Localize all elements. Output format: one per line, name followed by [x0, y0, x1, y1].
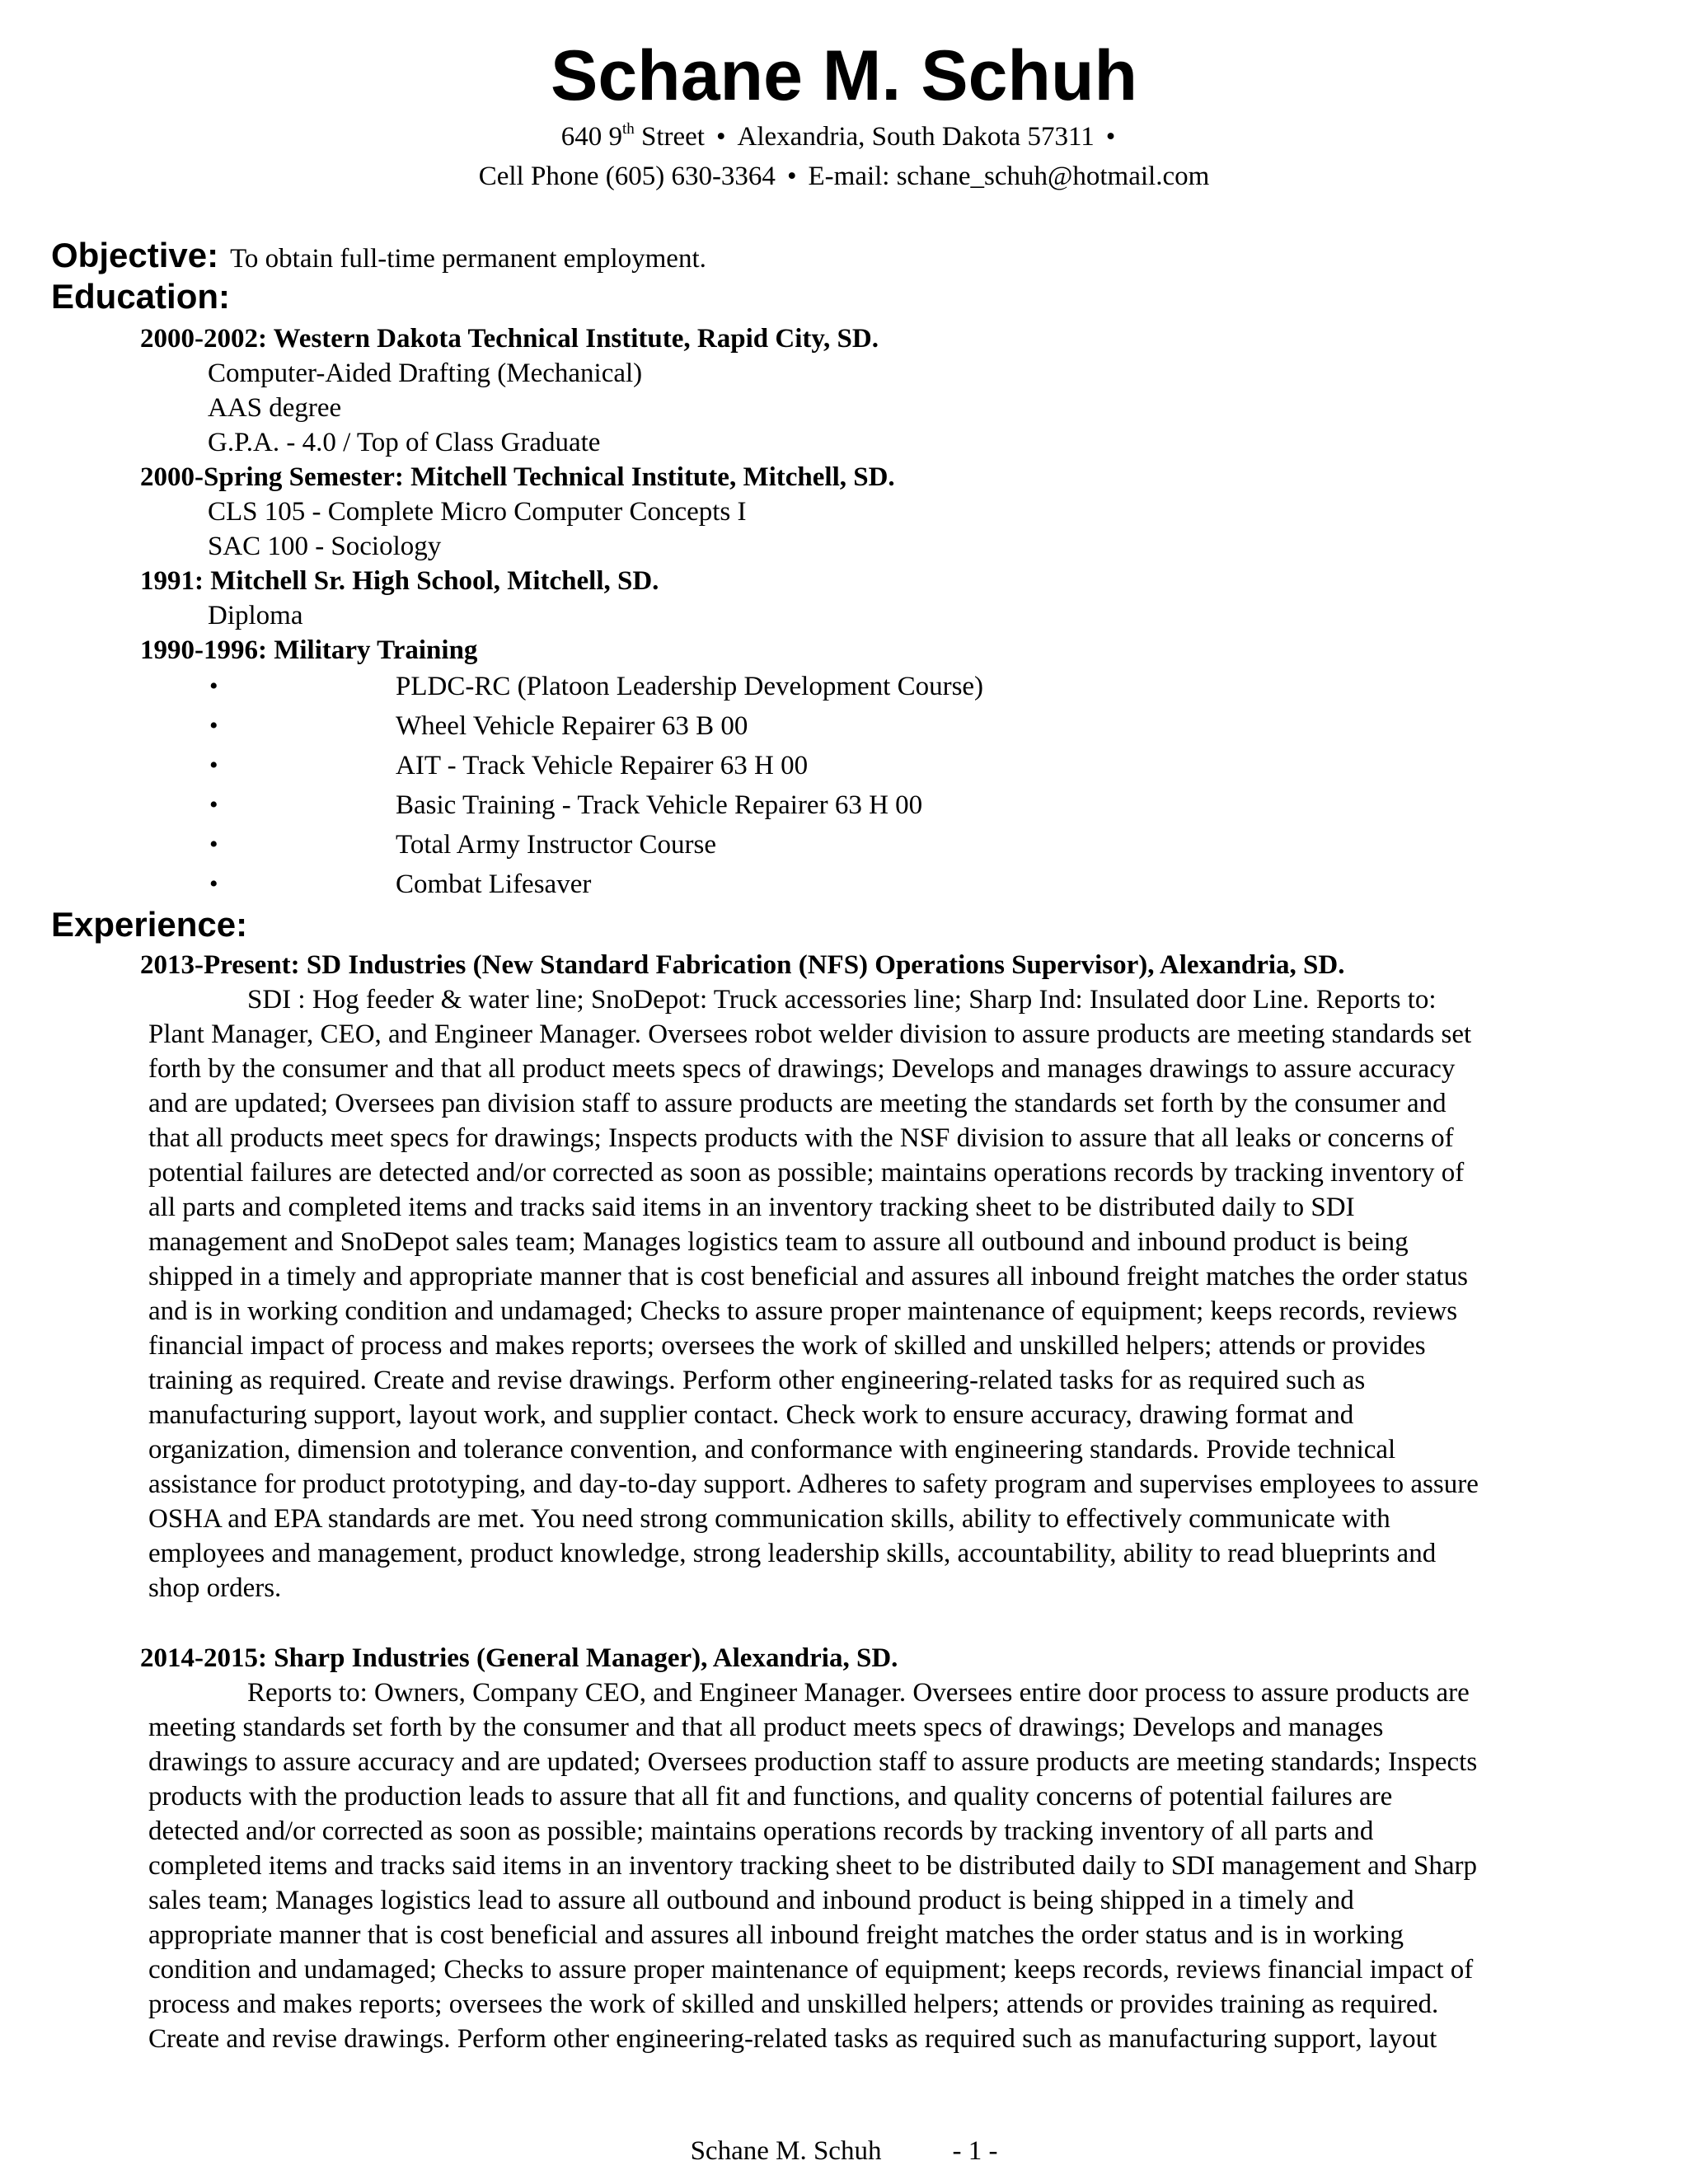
job-description-line: that all products meet specs for drawings; Inspects products with the NSF division to assure that all leaks or concerns of [148, 1123, 1454, 1153]
job-description-line: management and SnoDepot sales team; Manages logistics team to assure all outbound and inbound product is being [148, 1227, 1409, 1257]
job-description-line: Plant Manager, CEO, and Engineer Manager. Oversees robot welder division to assure products are meeting standards set [148, 1019, 1472, 1049]
city-state-zip: Alexandria, South Dakota 57311 [737, 122, 1095, 152]
job-description-line: potential failures are detected and/or corrected as soon as possible; maintains operations records by tracking inventory of [148, 1158, 1465, 1188]
objective-text: To obtain full-time permanent employment. [230, 244, 706, 274]
job-description-line: shop orders. [148, 1573, 282, 1603]
education-detail: Diploma [208, 601, 303, 630]
resume-name: Schane M. Schuh [550, 36, 1138, 115]
education-entry-title: 2000-2002: Western Dakota Technical Institute, Rapid City, SD. [140, 324, 879, 354]
job-description-line: organization, dimension and tolerance convention, and conformance with engineering standards. Provide technical [148, 1435, 1396, 1465]
education-entry-title: 2000-Spring Semester: Mitchell Technical Institute, Mitchell, SD. [140, 462, 895, 492]
list-item: Basic Training - Track Vehicle Repairer 63 H 00 [396, 790, 923, 820]
education-detail: CLS 105 - Complete Micro Computer Concepts I [208, 497, 747, 527]
separator-bullet: • [786, 162, 797, 191]
job-description-line: assistance for product prototyping, and day-to-day support. Adheres to safety program and supervises employees to assure [148, 1469, 1479, 1499]
street-name: Street [634, 122, 705, 152]
education-detail: Computer-Aided Drafting (Mechanical) [208, 359, 643, 388]
job-description-line: forth by the consumer and that all product meets specs of drawings; Develops and manages drawings to assure accuracy [148, 1054, 1456, 1084]
education-entry-title: 1991: Mitchell Sr. High School, Mitchell, SD. [140, 566, 659, 596]
job-title: 2014-2015: Sharp Industries (General Manager), Alexandria, SD. [140, 1643, 898, 1673]
address-line [0, 120, 1688, 153]
list-item: Combat Lifesaver [396, 869, 592, 899]
job-description-line: meeting standards set forth by the consumer and that all product meets specs of drawings; Develops and manages [148, 1713, 1384, 1742]
bullet-marker: • [209, 712, 218, 739]
phone: Cell Phone (605) 630-3364 [478, 162, 776, 191]
job-description-line: detected and/or corrected as soon as possible; maintains operations records by tracking inventory of all parts and [148, 1816, 1374, 1846]
education-detail: SAC 100 - Sociology [208, 532, 442, 561]
objective-heading: Objective: [51, 236, 219, 274]
job-description-line: drawings to assure accuracy and are updated; Oversees production staff to assure products are meeting standards; Inspects [148, 1747, 1478, 1777]
page-number: - 1 - [952, 2136, 998, 2166]
bullet-marker: • [209, 831, 218, 858]
objective-section [51, 236, 706, 279]
separator-bullet: • [715, 122, 726, 152]
contact-line [0, 160, 1688, 193]
list-item: Total Army Instructor Course [396, 830, 717, 860]
job-description-line: and is in working condition and undamaged; Checks to assure proper maintenance of equipment; keeps records, reviews [148, 1296, 1458, 1326]
bullet-marker: • [209, 752, 218, 779]
job-description-line: OSHA and EPA standards are met. You need strong communication skills, ability to effectively communicate with [148, 1504, 1390, 1534]
bullet-marker: • [209, 870, 218, 898]
job-description-line: Create and revise drawings. Perform other engineering-related tasks as required such as manufacturing support, layout [148, 2024, 1437, 2054]
job-description-line: manufacturing support, layout work, and supplier contact. Check work to ensure accuracy, drawing format and [148, 1400, 1354, 1430]
education-detail: AAS degree [208, 393, 342, 423]
education-heading: Education: [51, 277, 230, 316]
list-item: PLDC-RC (Platoon Leadership Development Course) [396, 672, 984, 701]
job-description-line: training as required. Create and revise drawings. Perform other engineering-related tasks for as required such as [148, 1366, 1366, 1395]
job-description-line: sales team; Manages logistics lead to assure all outbound and inbound product is being shipped in a timely and [148, 1886, 1354, 1915]
street-ordinal: th [621, 120, 635, 138]
bullet-marker: • [209, 673, 218, 700]
page-footer [0, 2135, 1688, 2168]
experience-heading: Experience: [51, 905, 248, 944]
job-description-line: products with the production leads to assure that all fit and functions, and quality concerns of potential failures are [148, 1782, 1393, 1811]
bullet-marker: • [209, 791, 218, 818]
education-detail: G.P.A. - 4.0 / Top of Class Graduate [208, 428, 601, 457]
street-number: 640 9 [560, 122, 622, 152]
job-description-line: employees and management, product knowledge, strong leadership skills, accountability, ability to read blueprints and [148, 1539, 1437, 1568]
job-description-line: Reports to: Owners, Company CEO, and Engineer Manager. Oversees entire door process to assure products are [247, 1678, 1470, 1708]
list-item: Wheel Vehicle Repairer 63 B 00 [396, 711, 748, 741]
education-entry-title: 1990-1996: Military Training [140, 635, 478, 665]
email: E-mail: schane_schuh@hotmail.com [808, 162, 1210, 191]
job-description-line: completed items and tracks said items in an inventory tracking sheet to be distributed daily to SDI management and Sharp [148, 1851, 1478, 1881]
job-description-line: SDI : Hog feeder & water line; SnoDepot: Truck accessories line; Sharp Ind: Insulated door Line. Reports to: [247, 985, 1437, 1015]
job-description-line: shipped in a timely and appropriate manner that is cost beneficial and assures all inbound freight matches the order status [148, 1262, 1468, 1291]
job-description-line: and are updated; Oversees pan division staff to assure products are meeting the standards set forth by the consumer and [148, 1089, 1447, 1118]
list-item: AIT - Track Vehicle Repairer 63 H 00 [396, 751, 809, 780]
job-description-line: financial impact of process and makes reports; oversees the work of skilled and unskilled helpers; attends or provides [148, 1331, 1426, 1361]
separator-bullet: • [1105, 122, 1116, 152]
footer-name: Schane M. Schuh [690, 2136, 882, 2166]
job-description-line: all parts and completed items and tracks said items in an inventory tracking sheet to be distributed daily to SDI [148, 1193, 1355, 1222]
job-description-line: process and makes reports; oversees the work of skilled and unskilled helpers; attends or provides training as required. [148, 1990, 1439, 2019]
job-description-line: condition and undamaged; Checks to assure proper maintenance of equipment; keeps records, reviews financial impact of [148, 1955, 1474, 1985]
job-title: 2013-Present: SD Industries (New Standard Fabrication (NFS) Operations Supervisor), Alexandria, SD. [140, 950, 1345, 980]
job-description-line: appropriate manner that is cost beneficial and assures all inbound freight matches the order status and is in working [148, 1920, 1404, 1950]
